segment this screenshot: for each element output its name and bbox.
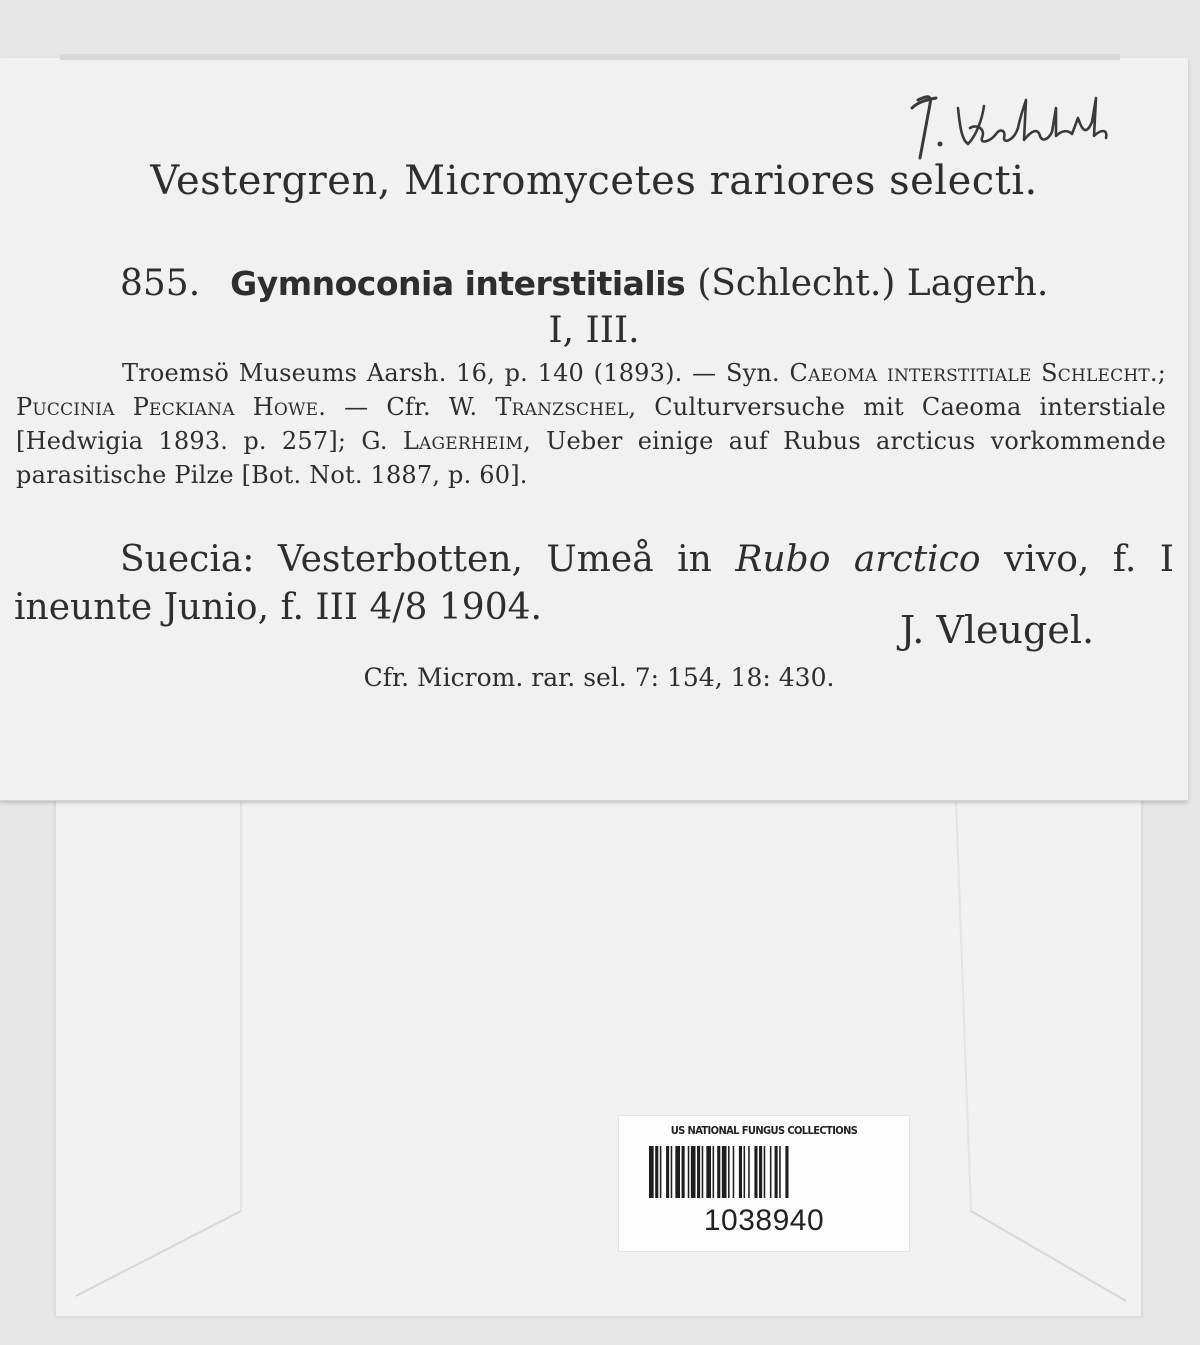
barcode-bar bbox=[759, 1146, 762, 1198]
barcode-bar bbox=[775, 1146, 778, 1198]
barcode-bar bbox=[713, 1146, 715, 1198]
specimen-label bbox=[0, 58, 1188, 801]
barcode-sticker bbox=[618, 1115, 910, 1252]
barcode-bar bbox=[717, 1146, 720, 1198]
ref-text: , Culturversuche mit Caeoma interstiale [Hedwigia 1893. p. 257]; G. bbox=[16, 393, 1167, 455]
specimen-title bbox=[120, 263, 1048, 304]
barcode-bar bbox=[675, 1146, 680, 1198]
barcode-bar bbox=[770, 1146, 772, 1198]
barcode-bar bbox=[697, 1146, 700, 1198]
barcode-icon bbox=[647, 1146, 881, 1198]
ref-text: Troemsö Museums Aarsh. 16, p. 140 (1893). — Syn. bbox=[122, 359, 790, 387]
barcode-bar bbox=[785, 1146, 788, 1198]
barcode-number: 1038940 bbox=[703, 1204, 825, 1237]
ref-synonym-2: Puccinia Peckiana Howe bbox=[16, 393, 319, 421]
collector-name: J. Vleugel. bbox=[900, 608, 1095, 652]
institution-name: US NATIONAL FUNGUS COLLECTIONS bbox=[670, 1124, 858, 1137]
envelope-flap-lines bbox=[56, 761, 1141, 1316]
barcode-bar bbox=[671, 1146, 673, 1198]
locality-date: vivo, f. I ineunte Junio, f. III 4/8 1904. bbox=[14, 539, 1174, 628]
barcode-bar bbox=[754, 1146, 757, 1198]
barcode-bar bbox=[728, 1146, 730, 1198]
host-plant: Rubo arctico bbox=[735, 539, 981, 580]
barcode-bar bbox=[744, 1146, 746, 1198]
scientific-name: Gymnoconia interstitialis bbox=[230, 264, 686, 303]
barcode-bar bbox=[660, 1146, 662, 1198]
barcode-bar bbox=[649, 1146, 654, 1198]
barcode-bar bbox=[779, 1146, 781, 1198]
barcode-bar bbox=[739, 1146, 742, 1198]
cross-reference: Cfr. Microm. rar. sel. 7: 154, 18: 430. bbox=[363, 663, 835, 692]
barcode-bar bbox=[706, 1146, 711, 1198]
specimen-number: 855. bbox=[120, 263, 201, 304]
barcode-bar bbox=[748, 1146, 750, 1198]
exsiccata-series-title: Vestergren, Micromycetes rariores selecti. bbox=[150, 158, 1038, 204]
barcode-bar bbox=[688, 1146, 690, 1198]
ref-author-1: Tranzschel bbox=[495, 393, 629, 421]
label-edge bbox=[60, 54, 1120, 60]
handwritten-signature bbox=[896, 78, 1126, 168]
barcode-bar bbox=[764, 1146, 766, 1198]
spore-stages: I, III. bbox=[548, 310, 640, 351]
barcode-bar bbox=[733, 1146, 735, 1198]
literature-references bbox=[16, 356, 1166, 492]
name-authority: (Schlecht.) Lagerh. bbox=[697, 263, 1049, 304]
ref-author-2: Lagerheim bbox=[402, 427, 524, 455]
ref-synonym-1: Caeoma interstitiale Schlecht. bbox=[789, 359, 1158, 387]
specimen-envelope bbox=[55, 760, 1142, 1317]
barcode-bar bbox=[682, 1146, 685, 1198]
ref-text: , Ueber einige auf Rubus arcticus vorkommende parasitische Pilze [Bot. Not. 1887, p. 60]. bbox=[16, 427, 1167, 489]
barcode-bar bbox=[691, 1146, 696, 1198]
locality-text: Suecia: Vesterbotten, Umeå in bbox=[120, 539, 736, 580]
barcode-bar bbox=[655, 1146, 658, 1198]
ref-text: ; bbox=[1157, 359, 1167, 387]
ref-text: . — Cfr. W. bbox=[318, 393, 496, 421]
barcode-bar bbox=[722, 1146, 727, 1198]
barcode-bar bbox=[666, 1146, 669, 1198]
barcode-bar bbox=[702, 1146, 704, 1198]
